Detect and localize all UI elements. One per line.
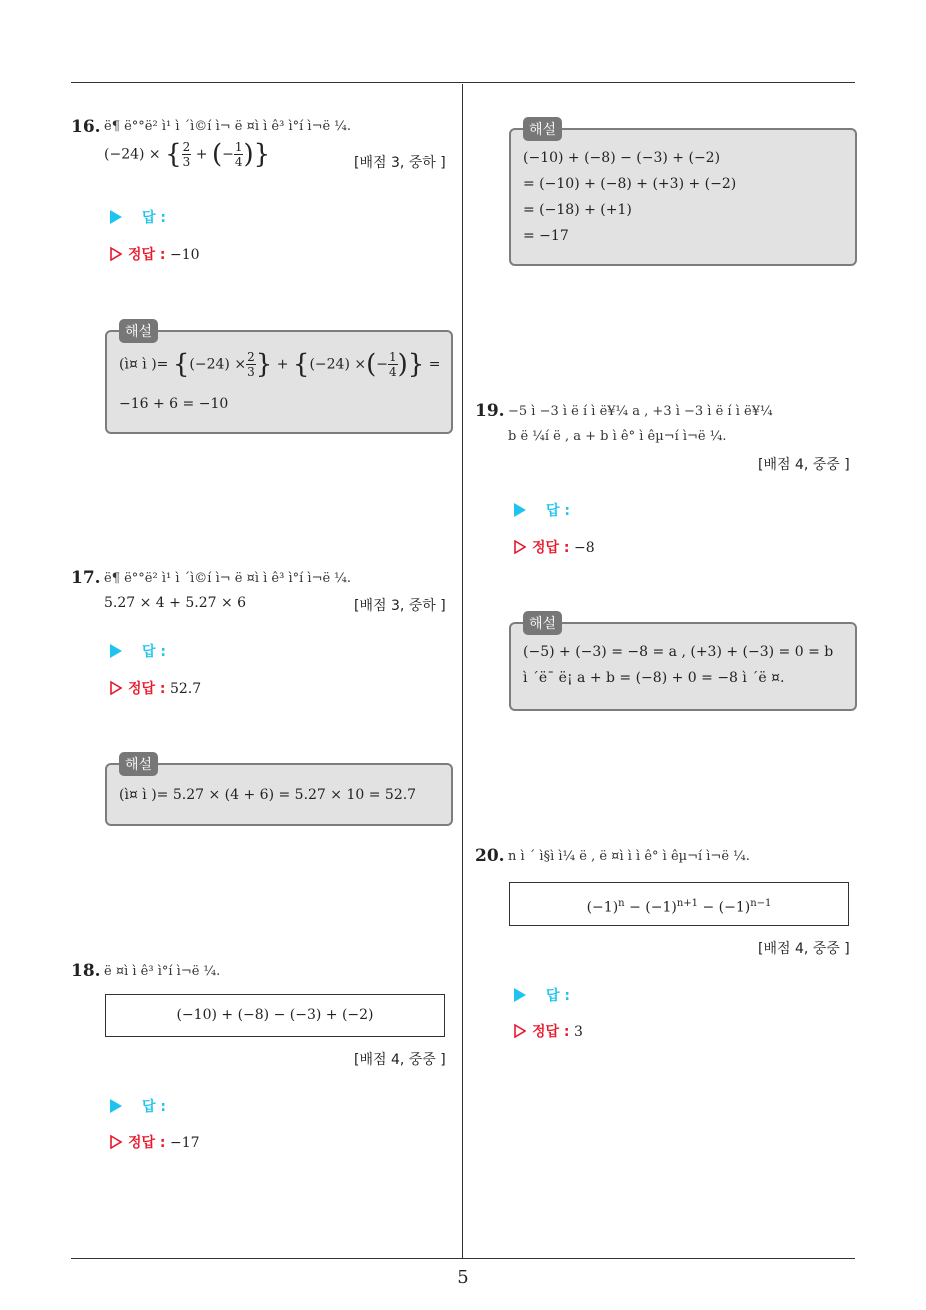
question-16-answer-label: 답 : (110, 207, 166, 227)
explanation-tag: 해설 (523, 117, 562, 141)
question-16-explanation (105, 324, 453, 434)
question-18-number: 18. (71, 961, 101, 981)
explanation-line: = (−10) + (−8) + (+3) + (−2) (523, 176, 737, 192)
question-18-score: [배점 4, 중중 ] (354, 1052, 446, 1068)
question-18-boxed-expression: (−10) + (−8) − (−3) + (−2) (105, 994, 445, 1037)
play-icon (110, 644, 122, 658)
explanation-line: ì ´ë¯ ë¡ a + b = (−8) + 0 = −8 ì ´ë ¤. (523, 670, 785, 686)
explanation-line: (−5) + (−3) = −8 = a , (+3) + (−3) = 0 = b (523, 644, 834, 660)
explanation-tag: 해설 (523, 611, 562, 635)
question-19-correct: 정답 : −8 (514, 537, 595, 557)
question-18-text: ë ¤ì ì ê³ ì°í ì¬ë ¼. (104, 964, 221, 979)
question-20-correct: 정답 : 3 (514, 1021, 583, 1041)
explanation-tag: 해설 (119, 752, 158, 776)
explanation-line: (ì¤ ì )= {(−24) × $\frac{2}{3}$ } + {(−24) ×(− $\frac{1}{4}$ )} = (119, 349, 441, 380)
page-number: 5 (457, 1267, 469, 1288)
explanation-tag: 해설 (119, 319, 158, 343)
question-20-boxed-expression: $(-1)^n - (-1)^{n+1} - (-1)^{n-1}$ (509, 882, 849, 926)
question-16-score: [배점 3, 중하 ] (354, 155, 446, 171)
question-18-correct: 정답 : −17 (110, 1132, 200, 1152)
triangle-outline-icon (514, 1024, 526, 1038)
question-18-explanation (509, 122, 857, 266)
explanation-line: (ì¤ ì )= 5.27 × (4 + 6) = 5.27 × 10 = 52.7 (119, 787, 417, 803)
bottom-rule (71, 1258, 855, 1259)
question-17-expression: 5.27 × 4 + 5.27 × 6 (104, 595, 247, 611)
question-20-answer-label: 답 : (514, 985, 570, 1005)
question-17-explanation (105, 757, 453, 826)
question-19-answer-label: 답 : (514, 500, 570, 520)
question-19-explanation (509, 616, 857, 711)
question-16-text: ë¶ ë°°ë² ì¹ ì ´ì©í ì¬ ë ¤ì ì ê³ ì°í ì¬ë ¼. (104, 119, 352, 134)
question-17-correct: 정답 : 52.7 (110, 678, 201, 698)
question-16-correct: 정답 : −10 (110, 244, 200, 264)
question-20-number: 20. (475, 846, 505, 866)
question-19-number: 19. (475, 401, 505, 421)
question-20-text: n ì ´ ì§ì ì¼ ë , ë ¤ì ì ì ê° ì êµ¬í ì¬ë ¼. (508, 849, 750, 864)
question-17-number: 17. (71, 568, 101, 588)
question-17-text: ë¶ ë°°ë² ì¹ ì ´ì©í ì¬ ë ¤ì ì ê³ ì°í ì¬ë ¼. (104, 571, 352, 586)
explanation-line: = −17 (523, 228, 569, 244)
explanation-line: = (−18) + (+1) (523, 202, 632, 218)
play-icon (514, 988, 526, 1002)
play-icon (514, 503, 526, 517)
explanation-line: (−10) + (−8) − (−3) + (−2) (523, 150, 721, 166)
question-18-answer-label: 답 : (110, 1096, 166, 1116)
play-icon (110, 1099, 122, 1113)
question-17-answer-label: 답 : (110, 641, 166, 661)
question-19-text-line2: b ë ¼í ë , a + b ì ê° ì êµ¬í ì¬ë ¼. (508, 429, 727, 444)
triangle-outline-icon (110, 1135, 122, 1149)
question-19-text-line1: −5 ì −3 ì ë í ì ë¥¼ a , +3 ì −3 ì ë í ì ë¥¼ (508, 404, 773, 419)
triangle-outline-icon (110, 681, 122, 695)
play-icon (110, 210, 122, 224)
question-20-score: [배점 4, 중중 ] (758, 941, 850, 957)
question-16-number: 16. (71, 117, 101, 137)
question-17-score: [배점 3, 중하 ] (354, 598, 446, 614)
question-19-score: [배점 4, 중중 ] (758, 457, 850, 473)
top-rule (71, 82, 855, 83)
explanation-line: −16 + 6 = −10 (119, 396, 229, 412)
triangle-outline-icon (514, 540, 526, 554)
triangle-outline-icon (110, 247, 122, 261)
question-16-expression: (−24) × { $\frac{2}{3}$ + (− $\frac{1}{4}$ )} (104, 139, 271, 170)
column-divider (462, 84, 463, 1258)
